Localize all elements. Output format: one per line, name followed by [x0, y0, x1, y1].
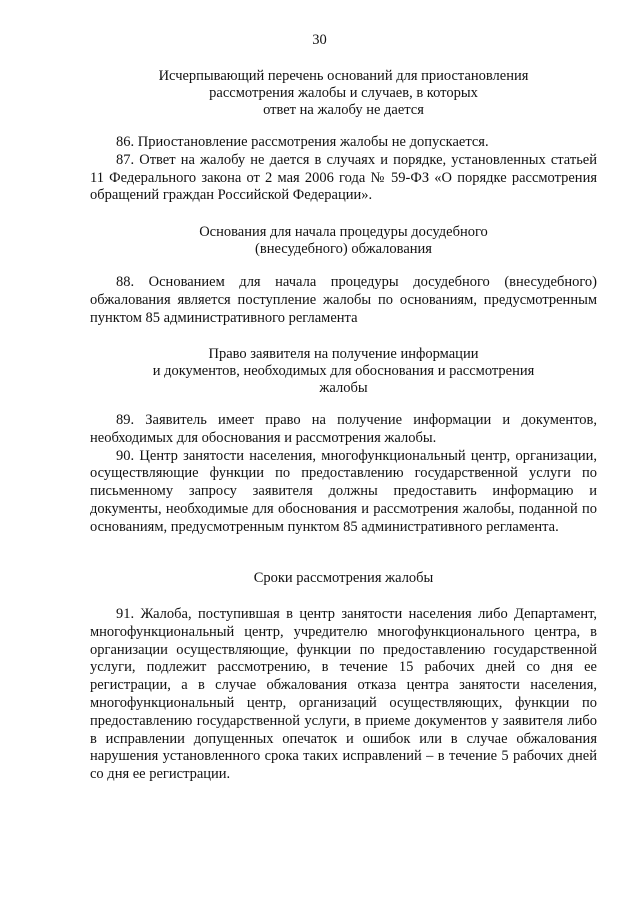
- paragraph-87: 87. Ответ на жалобу не дается в случаях и порядке, установленных статьей 11 Федерального закона от 2 мая 2006 года № 59-ФЗ «О порядке рассмотрения обращений граждан Российской Федерации».: [90, 151, 597, 204]
- section-heading-suspension-grounds: [90, 68, 597, 119]
- heading-line: Основания для начала процедуры досудебного: [199, 224, 488, 240]
- heading-line: жалобы: [319, 380, 368, 396]
- section-body-applicant-rights: [90, 412, 597, 537]
- heading-line: (внесудебного) обжалования: [255, 241, 432, 257]
- heading-line: ответ на жалобу не дается: [263, 102, 424, 118]
- section-body-appeal-grounds: [90, 274, 597, 327]
- paragraph-91: 91. Жалоба, поступившая в центр занятости населения либо Департамент, многофункциональный центр, учредителю многофункционального центра, в организации осуществляющие, функции по предоставлению государственной услуги, подлежит рассмотрению, в течение 15 рабочих дней со дня ее регистрации, а в случае обжалования отказа центра занятости населения, многофункциональный центр, организаций осуществляющих, функции по предоставлению государственной услуги, в приеме документов у заявителя либо в исправлении допущенных опечаток и ошибок или в случае обжалования нарушения установленного срока таких исправлений – в течение 5 рабочих дней со дня ее регистрации.: [90, 606, 597, 783]
- heading-line: и документов, необходимых для обоснования и рассмотрения: [152, 363, 535, 379]
- section-heading-review-terms: [90, 570, 597, 587]
- section-heading-applicant-rights: [90, 346, 597, 397]
- section-heading-appeal-grounds: [90, 224, 597, 258]
- paragraph-88: 88. Основанием для начала процедуры досудебного (внесудебного) обжалования является поступление жалобы по основаниям, предусмотренным пунктом 85 административного регламента: [90, 274, 597, 326]
- heading-line: Исчерпывающий перечень оснований для приостановления: [158, 68, 529, 84]
- section-body-review-terms: [90, 606, 597, 784]
- heading-line: Сроки рассмотрения жалобы: [253, 570, 434, 586]
- page-number: 30: [312, 32, 327, 48]
- heading-line: Право заявителя на получение информации: [208, 346, 479, 362]
- paragraph-90: 90. Центр занятости населения, многофункциональный центр, организации, осуществляющие функции по предоставлению государственной услуги по письменному запросу заявителя должны предоставить информацию и документы, необходимые для обоснования и рассмотрения жалобы, поданной по основаниям, предусмотренным пунктом 85 административного регламента.: [90, 447, 597, 535]
- paragraph-86: 86. Приостановление рассмотрения жалобы не допускается.: [116, 134, 489, 150]
- heading-line: рассмотрения жалобы и случаев, в которых: [209, 85, 478, 101]
- paragraph-89: 89. Заявитель имеет право на получение информации и документов, необходимых для обоснования и рассмотрения жалобы.: [90, 412, 597, 446]
- section-body-suspension-grounds: [90, 134, 597, 205]
